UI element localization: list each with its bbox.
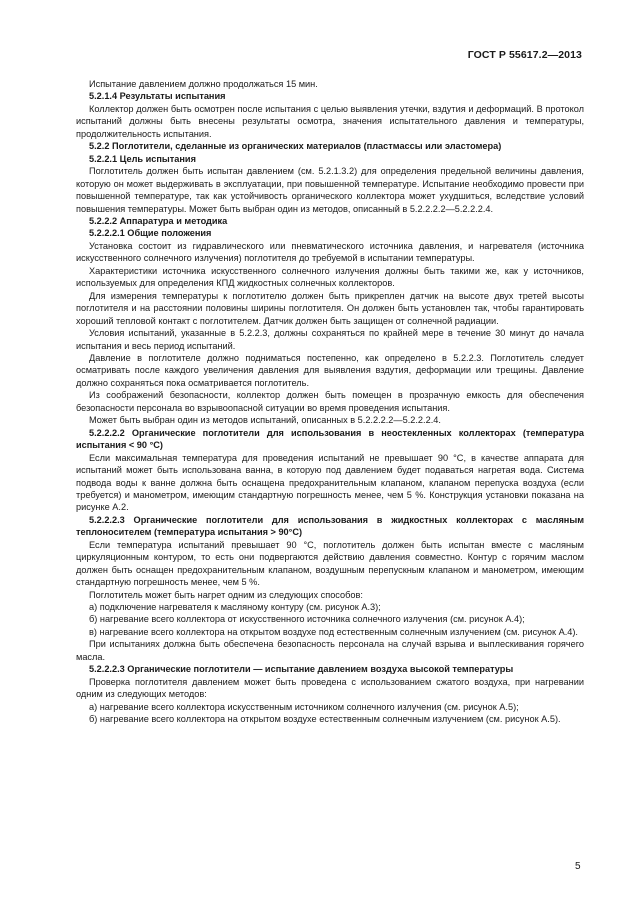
- list-item: б) нагревание всего коллектора на открытом воздухе естественным солнечным излучением (см. рисунок А.5).: [89, 714, 561, 725]
- paragraph: Может быть выбран один из методов испытаний, описанных в 5.2.2.2.2—5.2.2.2.4.: [89, 415, 441, 426]
- section-heading: 5.2.2.2.3 Органические поглотители для использования в жидкостных коллекторах с масляным теплоносителем (температура испытания > 90°C): [76, 514, 584, 538]
- list-item: в) нагревание всего коллектора на открытом воздухе под естественным солнечным излучением (см. рисунок А.4).: [89, 626, 578, 637]
- page-number: 5: [575, 861, 581, 872]
- section-heading: 5.2.2.2.3 Органические поглотители — испытание давлением воздуха высокой температуры: [89, 664, 514, 675]
- list-item: а) подключение нагревателя к масляному контуру (см. рисунок А.3);: [89, 602, 381, 613]
- document-body: [76, 78, 584, 726]
- paragraph: Условия испытаний, указанные в 5.2.2.3, должны сохраняться по крайней мере в течение 30 минут до начала испытания и весь период испытаний.: [76, 328, 584, 351]
- paragraph: Для измерения температуры к поглотителю должен быть прикреплен датчик на высоте двух третей высоты поглотителя и на расстоянии половины ширины поглотителя. Он должен быть установлен так, чтобы гарантировать хороший тепловой контакт с поглотителем. Датчик должен быть защищен от солнечной радиации.: [76, 290, 584, 326]
- paragraph: Если максимальная температура для проведения испытаний не превышает 90 °C, в качестве аппарата для испытаний может быть использована ванна, в которую под давлением будет подаваться нагретая вода. Система подвода воды к ванне должна быть оснащена предохранительным клапаном, клапаном перепуска воздуха (если требуется) и манометром, имеющим стандартную погрешность менее, чем 5 %. Конструкция установки показана на рисунке А.2.: [76, 452, 584, 513]
- paragraph: При испытаниях должна быть обеспечена безопасность персонала на случай взрыва и выплескивания горячего масла.: [76, 639, 584, 662]
- paragraph: Испытание давлением должно продолжаться 15 мин.: [89, 79, 318, 89]
- paragraph: Если температура испытаний превышает 90 °C, поглотитель должен быть испытан вместе с масляным циркуляционным контуром, то есть они подвергаются действию давления совместно. Контур с горячим маслом должен быть оснащен предохранительным клапаном, воздушным перепускным клапаном и манометром, имеющим стандартную погрешность менее, чем 5 %.: [76, 539, 584, 588]
- section-heading: 5.2.2.1 Цель испытания: [89, 153, 196, 164]
- paragraph: Из соображений безопасности, коллектор должен быть помещен в прозрачную емкость для обеспечения безопасности персонала во взрывоопасной ситуации во время проведения испытания.: [76, 390, 584, 413]
- document-code-header: ГОСТ Р 55617.2—2013: [467, 49, 582, 61]
- section-heading: 5.2.2.2.1 Общие положения: [89, 228, 212, 239]
- list-item: б) нагревание всего коллектора от искусственного источника солнечного излучения (см. рисунок А.4);: [89, 614, 525, 625]
- section-heading: 5.2.1.4 Результаты испытания: [89, 91, 226, 102]
- paragraph: Коллектор должен быть осмотрен после испытания с целью выявления утечки, вздутия и деформаций. В протокол испытаний должны быть внесены результаты осмотра, значения испытательного давления и температуры, продолжительность испытания.: [76, 103, 584, 139]
- paragraph: Давление в поглотителе должно подниматься постепенно, как определено в 5.2.2.3. Поглотитель следует осматривать после каждого увеличения давления для выявления вздутия, деформации или трещины. Давление должно сохраняться пока осматривается поглотитель.: [76, 352, 584, 388]
- paragraph: Поглотитель может быть нагрет одним из следующих способов:: [89, 589, 363, 600]
- section-heading: 5.2.2 Поглотители, сделанные из органических материалов (пластмассы или эластомера): [89, 141, 502, 152]
- section-heading: 5.2.2.2 Аппаратура и методика: [89, 215, 228, 226]
- paragraph: Проверка поглотителя давлением может быть проведена с использованием сжатого воздуха, при нагревании одним из следующих методов:: [76, 676, 584, 700]
- paragraph: Характеристики источника искусственного солнечного излучения должны быть такими же, как у источников, используемых для определения КПД жидкостных солнечных коллекторов.: [76, 265, 584, 289]
- paragraph: Установка состоит из гидравлического или пневматического источника давления, и нагревателя (источника искусственного солнечного излучения) поглотителя до требуемой в испытании температуры.: [76, 240, 584, 264]
- list-item: а) нагревание всего коллектора искусственным источником солнечного излучения (см. рисунок А.5);: [89, 701, 519, 712]
- paragraph: Поглотитель должен быть испытан давлением (см. 5.2.1.3.2) для определения предельной величины давления, которую он может выдерживать в эксплуатации, при повышенной температуре. Испытание необходимо провести при повышенной температуре, так как устойчивость органического коллектора может ухудшиться, вследствие условий повышения температуры. Может быть выбран один из методов, описанный в 5.2.2.2.2—5.2.2.2.4.: [76, 166, 584, 214]
- section-heading: 5.2.2.2.2 Органические поглотители для использования в неостекленных коллекторах (температура испытания < 90 °C): [76, 427, 584, 451]
